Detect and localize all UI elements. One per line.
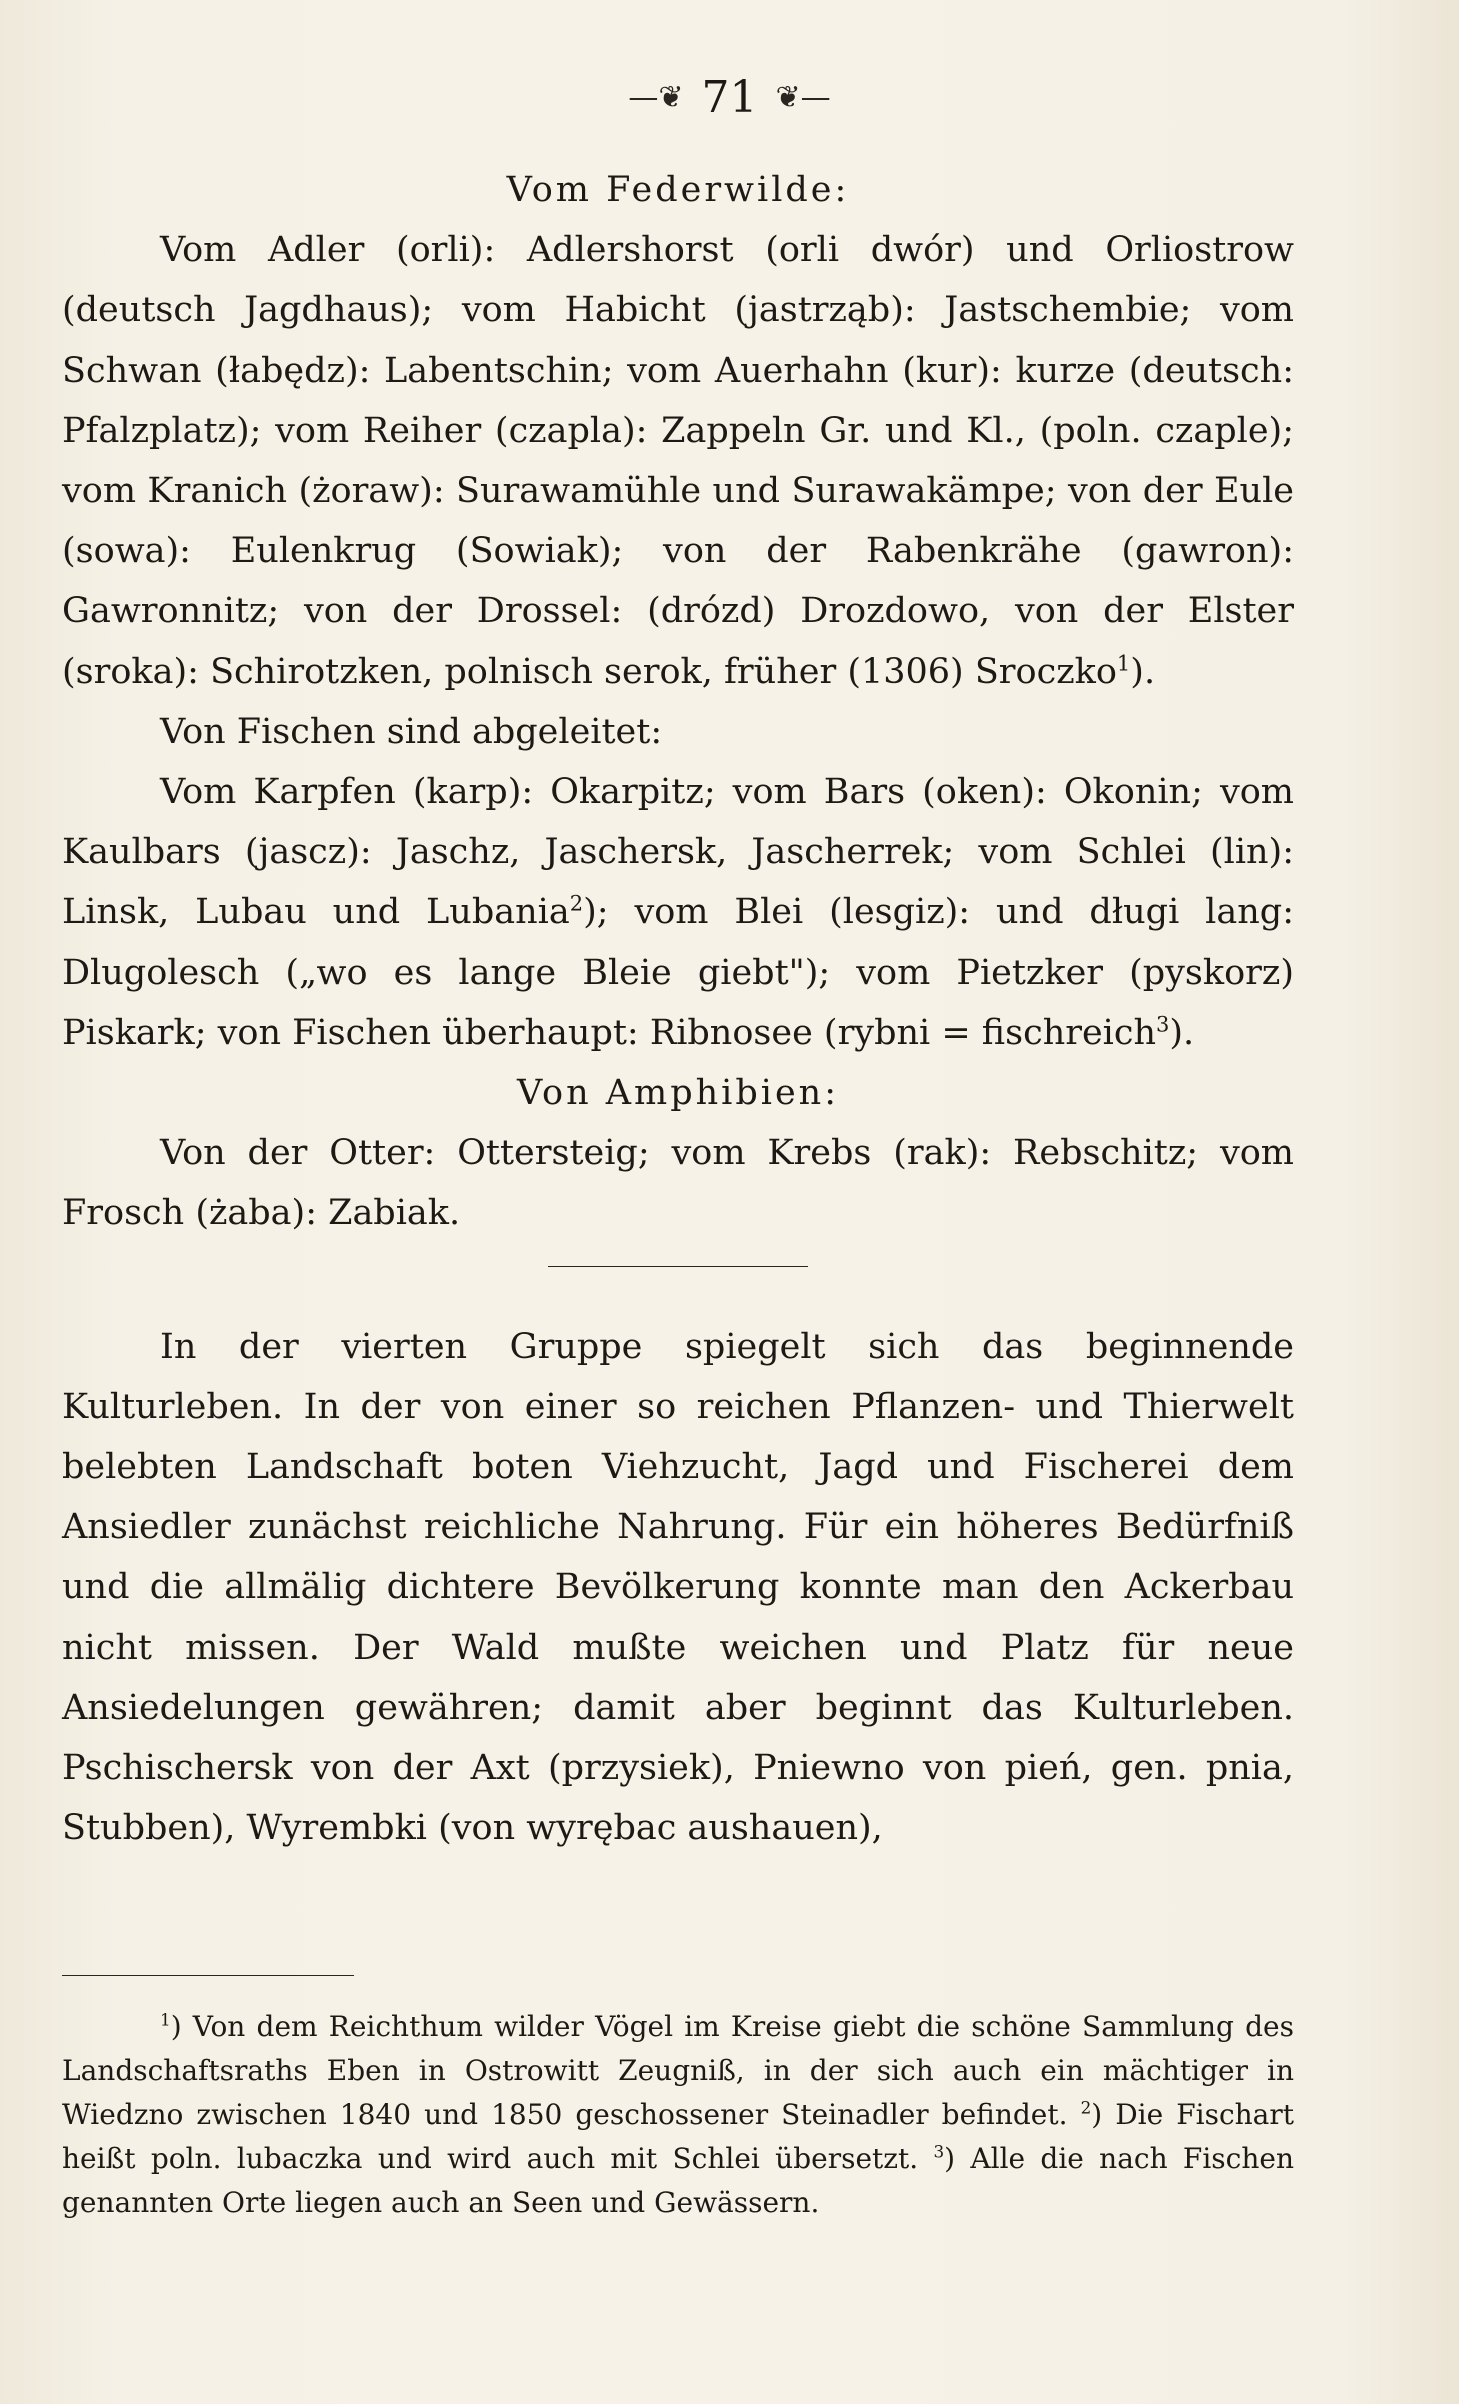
footnote-2-text: ) Die Fischart heißt poln. lubaczka und wird auch mit Schlei übersetzt. — [62, 2098, 1294, 2175]
paragraph-amphibians: Von der Otter: Ottersteig; vom Krebs (rak): Rebschitz; vom Frosch (żaba): Zabiak. — [62, 1133, 1294, 1234]
paragraph-birds-text: Vom Adler (orli): Adlershorst (orli dwór) und Orliostrow (deutsch Jagdhaus); vom Habicht (jastrząb): Jastschembie; vom Schwan (łabędz): Labentschin; vom Auerhahn (kur): kurze (deutsch: Pfalzplatz); vom Reiher (czapla): Zappeln Gr. und Kl., (poln. czaple); vom Kranich (żoraw): Surawamühle und Surawakämpe; von der Eule (sowa): Eulenkrug (Sowiak); von der Rabenkrähe (gawron): Gawronnitz; von der Drossel: (drózd) Drozdowo, von der Elster (sroka): Schirotzken, polnisch serok, früher (1306) Sroczko — [62, 230, 1294, 692]
paragraph-fish — [62, 762, 1294, 1063]
footnote-block — [62, 2005, 1294, 2225]
footnote-rule — [62, 1975, 354, 1976]
footnote-1-text: ) Von dem Reichthum wilder Vögel im Kreise giebt die schöne Sammlung des Landschaftsraths Eben in Ostrowitt Zeugniß, in der sich auch ein mächtiger in Wiedzno zwischen 1840 und 1850 geschossener Steinadler befindet. — [62, 2010, 1294, 2131]
footnote-3-mark: 3 — [933, 2141, 945, 2162]
section-divider — [548, 1266, 808, 1267]
footnote-ref-2: 2 — [569, 891, 584, 916]
main-text — [62, 160, 1294, 1858]
ornament-left: —❦ — [628, 80, 684, 115]
footnote-ref-3: 3 — [1156, 1012, 1170, 1037]
ornament-right: ❦— — [775, 80, 831, 115]
paragraph-fish-text-b: ); vom Blei (lesgiz): und długi lang: Dlugolesch („wo es lange Bleie giebt"); vom Pietzker (pyskorz) Piskark; von Fischen überhaupt: Ribnosee (rybni = fischreich — [62, 892, 1294, 1053]
paragraph-birds — [62, 220, 1294, 702]
paragraph-birds-end: ). — [1130, 651, 1156, 692]
paragraph-culture: In der vierten Gruppe spiegelt sich das beginnende Kulturleben. In der von einer so reichen Pflanzen- und Thierwelt belebten Landschaft boten Viehzucht, Jagd und Fischerei dem Ansiedler zunächst reichliche Nahrung. Für ein höheres Bedürfniß und die allmälig dichtere Bevölkerung konnte man den Ackerbau nicht missen. Der Wald mußte weichen und Platz für neue Ansiedelungen gewähren; damit aber beginnt das Kulturleben. Pschischersk von der Axt (przysiek), Pniewno von pień, gen. pnia, Stubben), Wyrembki (von wyrębac aushauen), — [62, 1326, 1294, 1849]
footnote-1-mark: 1 — [160, 2009, 171, 2030]
paragraph-fish-text-a: Vom Karpfen (karp): Okarpitz; vom Bars (oken): Okonin; vom Kaulbars (jascz): Jaschz, Jaschersk, Jascherrek; vom Schlei (lin): Linsk, Lubau und Lubania — [62, 772, 1294, 933]
footnote-ref-1: 1 — [1116, 650, 1131, 675]
page-number: 71 — [701, 72, 758, 123]
section-heading-amphibians: Von Amphibien: — [516, 1073, 840, 1114]
footnote-3-text: ) Alle die nach Fischen genannten Orte liegen auch an Seen und Gewässern. — [62, 2142, 1294, 2219]
footnote-2-mark: 2 — [1080, 2097, 1092, 2118]
section-heading-birds: Vom Federwilde: — [506, 170, 850, 210]
footnotes — [62, 2005, 1294, 2225]
page-header — [0, 72, 1459, 123]
section-heading-fish: Von Fischen sind abgeleitet: — [160, 711, 663, 752]
paragraph-fish-text-c: ). — [1169, 1012, 1195, 1053]
